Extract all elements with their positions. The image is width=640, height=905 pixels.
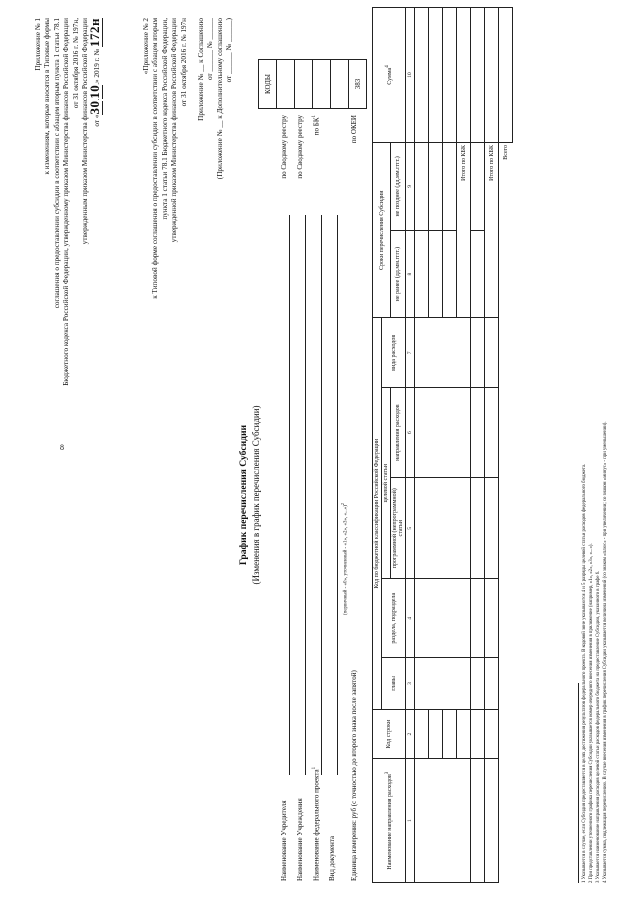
- appendix-2-line: от 31 октября 2016 г. № 197н: [179, 18, 188, 107]
- table-cell: [443, 143, 457, 231]
- appendix-1-line: Приложение № 1: [34, 18, 42, 71]
- appendix-1-line: утвержденным приказом Министерства финансов Российской Федерации: [81, 18, 90, 245]
- th-program: программной (непрограммной) статьи: [391, 478, 406, 579]
- project-label: Наименование федерального проекта$^1$: [312, 766, 321, 881]
- uchrezhdenie-label: Наименование Учреждения: [296, 798, 304, 881]
- date-month: 10: [87, 84, 103, 99]
- table-cell: [471, 478, 485, 579]
- appendix-2-line: Приложение № __ к Соглашению: [197, 18, 206, 121]
- col-num: 3: [406, 658, 415, 710]
- col-num: 4: [406, 579, 415, 658]
- doc-type-note: (первичный - «0», уточненный - «1», «2», «3», «...»)$^2$: [340, 503, 349, 615]
- th-glavy: главы: [382, 658, 406, 710]
- th-target: целевой статьи: [382, 388, 391, 579]
- table-cell: [415, 478, 471, 579]
- th-term: Сроки перечисления Субсидии: [373, 143, 391, 318]
- table-cell: [415, 8, 429, 143]
- date-day: 30: [87, 100, 103, 115]
- table-cell: [471, 579, 485, 658]
- table-cell: [485, 388, 499, 478]
- appendix-2-line: от ______ № ______: [206, 18, 215, 81]
- table-cell: [429, 143, 443, 231]
- appendix-1-date: от «30.10.» 2019 г. № 172н: [87, 18, 103, 127]
- col-num: 5: [406, 478, 415, 579]
- col-num: 6: [406, 388, 415, 478]
- col-num: 7: [406, 318, 415, 388]
- table-cell: [471, 388, 485, 478]
- footnote-3: 3 Указывается наименование направления расходов целевой статьи расходов федерального бюджета на предоставление Субсидии, указанного в графе 6.: [596, 570, 601, 883]
- code-cell: [331, 60, 349, 109]
- th-direction: Наименование направления расходов$^3$: [373, 759, 406, 883]
- col-num: 9: [406, 143, 415, 231]
- appendix-2-line: «Приложение № 2: [142, 18, 150, 75]
- page-number: 8: [60, 443, 64, 452]
- appendix-1-line: соглашения о предоставлении субсидии в соответствии с абзацем вторым пункта 1 статьи 78.1: [52, 18, 61, 309]
- uchreditel-label: Наименование Учредителя: [280, 800, 288, 881]
- col-num: 10: [406, 8, 415, 143]
- table-cell: [485, 709, 499, 758]
- table-cell: [471, 230, 485, 318]
- col-num: 1: [406, 759, 415, 883]
- appendix-2-line: пункта 1 статьи 78.1 Бюджетного кодекса Российской Федерации,: [160, 18, 169, 220]
- document-title: [238, 285, 262, 705]
- footnote-rule: [578, 683, 579, 883]
- table-cell: [485, 8, 499, 143]
- appendix-1-header: [34, 18, 103, 488]
- table-cell: [471, 318, 485, 388]
- doc-type-label: Вид документа: [328, 835, 336, 881]
- appendix-2-line: к Типовой форме соглашения о предоставлении субсидии в соответствии с абзацем вторым: [151, 18, 160, 299]
- col-num: 8: [406, 230, 415, 318]
- th-from: не ранее (дд.мм.гггг.): [391, 230, 406, 318]
- th-row-code: Код строки: [373, 709, 406, 758]
- appendix-2-line: утвержденной приказом Министерства финансов Российской Федерации: [170, 18, 179, 243]
- grand-total-cell: [499, 8, 513, 143]
- th-razdel: раздела, подраздела: [382, 579, 406, 658]
- table-cell: [485, 318, 499, 388]
- table-cell: [429, 709, 443, 758]
- col-num: 2: [406, 709, 415, 758]
- table-cell: [443, 230, 457, 318]
- table-cell: [415, 658, 471, 710]
- footnote-2: 2 При представлении уточненного графика перечисления Субсидии указывается номер очередного внесения изменения в приложение (например, «1», «2», «3», «...»).: [589, 543, 594, 883]
- appendix-2-line: от ______ № ______): [225, 18, 234, 83]
- table-cell: [471, 143, 485, 231]
- th-napravl: направления расходов: [391, 388, 406, 478]
- table-cell: [485, 658, 499, 710]
- svodny-label-2: по Сводному реестру: [296, 115, 304, 179]
- code-cell: [295, 60, 313, 109]
- table-cell: [485, 579, 499, 658]
- uchreditel-line: [280, 215, 290, 775]
- code-cell: [313, 60, 331, 109]
- table-cell: [415, 579, 471, 658]
- uchrezhdenie-line: [296, 215, 306, 775]
- total-kbk-label-2: Итого по КБК: [485, 143, 499, 318]
- table-cell: [471, 658, 485, 710]
- bk-label: по $БК^1$: [312, 115, 321, 136]
- appendix-2-header: [142, 18, 235, 478]
- okei-label: по ОКЕИ: [350, 115, 358, 144]
- title-sub: (Изменения в график перечисления Субсидии): [251, 405, 261, 585]
- table-cell: [429, 8, 443, 143]
- th-to: не позднее (дд.мм.гггг.): [391, 143, 406, 231]
- table-cell: [443, 8, 457, 143]
- th-vid: вида расходов: [382, 318, 406, 388]
- footnote-1: 1 Указывается в случае, если Субсидия предоставляется в целях достижения результатов федерального проекта. В кодовой зоне указываются 4 и 5 разряды целевой статьи расходов федерального бюджета.: [582, 463, 587, 883]
- appendix-1-line: от 31 октября 2016 г. № 197н,: [71, 18, 80, 109]
- table-cell: [457, 8, 471, 143]
- order-number: 172н: [87, 18, 103, 47]
- schedule-table: [372, 7, 513, 883]
- th-kbk: Код по бюджетной классификации Российской Федерации: [373, 318, 382, 709]
- table-cell: [485, 759, 499, 883]
- table-cell: [471, 8, 485, 143]
- project-line: [312, 215, 322, 775]
- table-cell: [415, 709, 429, 758]
- code-cell: [277, 60, 295, 109]
- table-cell: [471, 709, 485, 758]
- svodny-label-1: по Сводному реестру: [280, 115, 288, 179]
- doc-type-line: [328, 215, 338, 775]
- footnote-4: 4 Указывается сумма, подлежащая перечислению. В случае внесения изменения в график перечисления Субсидии указывается величина изменений (со знаком «плюс» - при увеличении; со знаком «минус» - при уменьшении).: [603, 421, 608, 883]
- total-kbk-label: Итого по КБК: [457, 143, 471, 318]
- okei-code: 383: [349, 60, 367, 109]
- table-cell: [415, 759, 471, 883]
- unit-label: Единица измерения: руб (с точностью до второго знака после запятой): [350, 670, 358, 881]
- table-cell: [415, 143, 429, 231]
- th-sum: Сумма$^4$: [373, 8, 406, 143]
- table-cell: [485, 478, 499, 579]
- codes-box: [258, 59, 367, 109]
- table-cell: [443, 709, 457, 758]
- codes-title: КОДЫ: [259, 60, 277, 109]
- appendix-1-line: к изменениям, которые вносятся в Типовые формы: [43, 18, 52, 175]
- table-cell: [415, 230, 429, 318]
- table-cell: [471, 759, 485, 883]
- table-cell: [429, 230, 443, 318]
- table-cell: [457, 709, 471, 758]
- table-cell: [415, 318, 471, 388]
- grand-total-label: Всего: [499, 143, 513, 883]
- title-main: График перечисления Субсидии: [238, 424, 249, 566]
- appendix-1-line: Бюджетного кодекса Российской Федерации, утвержденному приказом Министерства финансов Российской Федерации: [62, 18, 71, 386]
- appendix-2-line: (Приложение № __ к Дополнительному соглашению: [215, 18, 224, 180]
- table-cell: [415, 388, 471, 478]
